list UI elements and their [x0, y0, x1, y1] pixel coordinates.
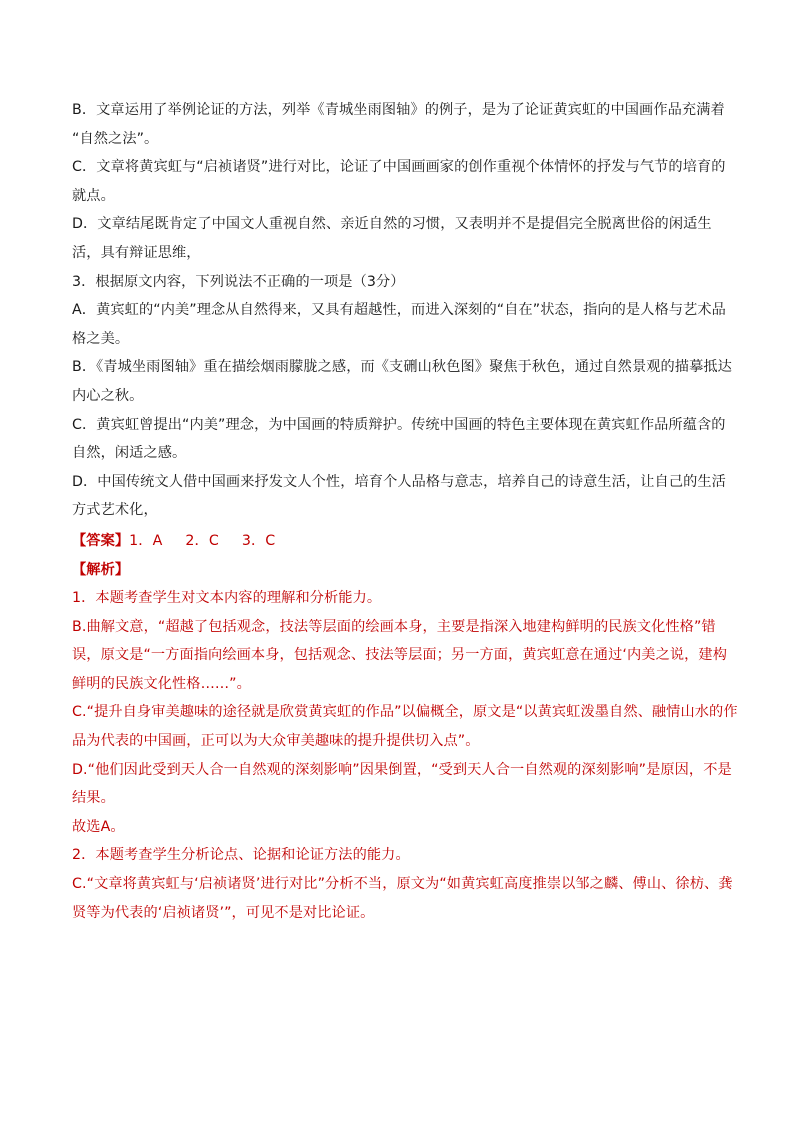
analysis-2-c-line1: C.“文章将黄宾虹与‘启祯诸贤’进行对比”分析不当，原文为“如黄宾虹高度推崇以邹之麟、傅山、徐枋、龚 [72, 876, 733, 893]
q3-stem: 3．根据原文内容，下列说法不正确的一项是（3分） [72, 273, 405, 290]
q2-option-c-line1: C．文章将黄宾虹与“启祯诸贤”进行对比，论证了中国画画家的创作重视个体情怀的抒发与气节的培育的 [72, 159, 726, 176]
analysis-1-d-line2: 结果。 [72, 790, 115, 807]
analysis-1-b-line3: 鲜明的民族文化性格……”。 [72, 675, 251, 692]
document-page [72, 96, 738, 927]
q3-option-b-line1: B．《青城坐雨图轴》重在描绘烟雨朦胧之感，而《支硎山秋色图》聚焦于秋色，通过自然景观的描摹抵达 [72, 359, 732, 376]
q2-option-c-line2: 就点。 [72, 187, 115, 204]
analysis-1-b-line2: 误，原文是“一方面指向绘画本身，包括观念、技法等层面；另一方面，黄宾虹意在通过‘内美之说，建构 [72, 647, 728, 664]
q2-option-b-line1: B．文章运用了举例论证的方法，列举《青城坐雨图轴》的例子，是为了论证黄宾虹的中国画作品充满着 [72, 102, 725, 118]
q3-option-c-line2: 自然，闲适之感。 [72, 445, 187, 462]
analysis-2-intro: 2．本题考查学生分析论点、论据和论证方法的能力。 [72, 847, 410, 864]
analysis-1-d-line1: D.“他们因此受到天人合一自然观的深刻影响”因果倒置，“受到天人合一自然观的深刻影响”是原因，不是 [72, 761, 732, 778]
q2-option-d-line1: D．文章结尾既肯定了中国文人重视自然、亲近自然的习惯，又表明并不是提倡完全脱离世俗的闲适生 [72, 216, 712, 233]
analysis-1-c-line1: C.“提升自身审美趣味的途径就是欣赏黄宾虹的作品”以偏概全，原文是“以黄宾虹泼墨自然、融情山水的作 [72, 704, 738, 721]
analysis-label: 【解析】 [72, 561, 130, 578]
analysis-2-c-line2: 贤等为代表的‘启祯诸贤’”，可见不是对比论证。 [72, 904, 375, 921]
q3-option-d-line1: D．中国传统文人借中国画来抒发文人个性，培育个人品格与意志，培养自己的诗意生活，让自己的生活 [72, 473, 726, 490]
q3-option-a-line2: 格之美。 [72, 330, 130, 347]
analysis-1-conclusion: 故选A。 [72, 818, 125, 835]
q3-option-d-line2: 方式艺术化， [72, 502, 158, 519]
answer-row [72, 527, 724, 556]
q3-option-c-line1: C．黄宾虹曾提出“内美”理念，为中国画的特质辩护。传统中国画的特色主要体现在黄宾虹作品所蕴含的 [72, 416, 726, 433]
q3-option-a-line1: A．黄宾虹的“内美”理念从自然得来，又具有超越性，而进入深刻的“自在”状态，指向的是人格与艺术品 [72, 302, 726, 319]
q3-option-b-line2: 内心之秋。 [72, 387, 144, 404]
q2-option-d-line2: 活，具有辩证思维， [72, 244, 201, 261]
q2-option-b-line2: “自然之法”。 [72, 130, 159, 147]
analysis-1-b-line1: B.曲解文意，“超越了包括观念，技法等层面的绘画本身，主要是指深入地建构鲜明的民族文化性格”错 [72, 618, 716, 635]
answer-text: 1．A 2．C 3．C [129, 532, 276, 549]
analysis-1-c-line2: 品为代表的中国画，正可以为大众审美趣味的提升提供切入点”。 [72, 733, 480, 750]
answer-label: 【答案】 [72, 532, 130, 549]
analysis-1-intro: 1．本题考查学生对文本内容的理解和分析能力。 [72, 590, 382, 607]
